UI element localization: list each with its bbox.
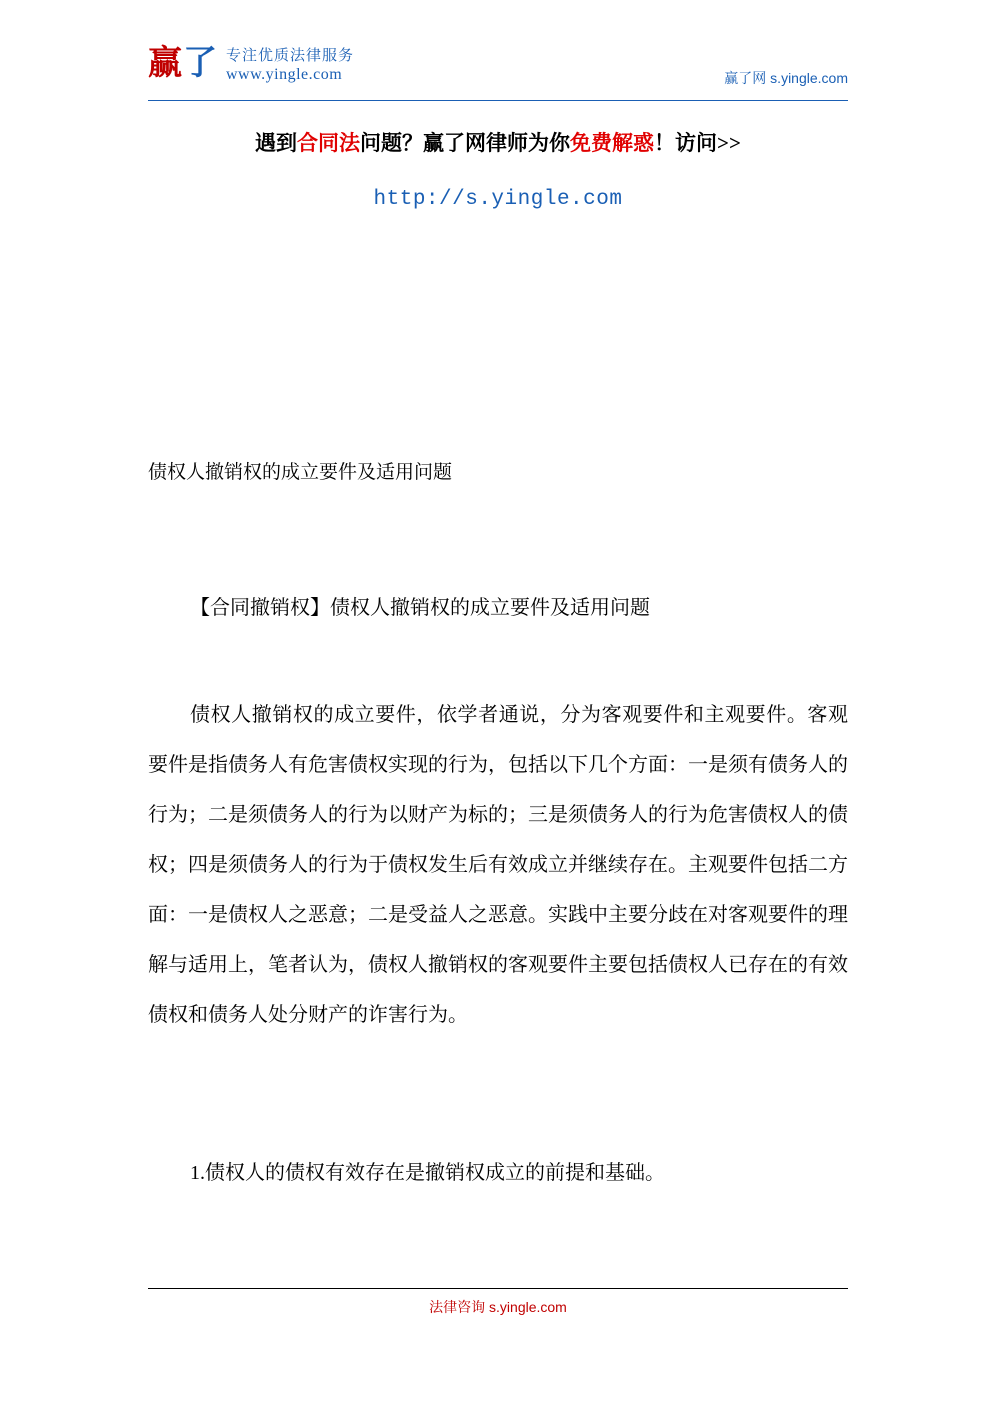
promo-link[interactable]: http://s.yingle.com xyxy=(373,188,623,211)
header-site-label: 赢了网 s.yingle.com xyxy=(724,70,848,86)
footer-divider xyxy=(148,1288,848,1289)
header-divider xyxy=(148,100,848,101)
logo-char-1: 赢 xyxy=(148,45,183,82)
logo-slogan: 专注优质法律服务 xyxy=(226,47,355,64)
logo-mark-icon xyxy=(148,44,218,84)
logo-text-block xyxy=(226,44,354,84)
promo-prefix: 遇到 xyxy=(255,131,298,155)
page-title: 债权人撤销权的成立要件及适用问题 xyxy=(148,462,453,483)
logo-char-2: 了 xyxy=(183,45,218,82)
promo-banner xyxy=(148,126,848,160)
site-logo xyxy=(148,44,354,84)
promo-suffix: ！访问>> xyxy=(654,131,741,155)
promo-highlight: 免费解惑 xyxy=(570,131,655,155)
promo-keyword: 合同法 xyxy=(297,131,361,155)
document-paragraph-main: 债权人撤销权的成立要件，依学者通说，分为客观要件和主观要件。客观要件是指债务人有危害债权实现的行为，包括以下几个方面：一是须有债务人的行为；二是须债务人的行为以财产为标的；三是须债务人的行为危害债权人的债权；四是须债务人的行为于债权发生后有效成立并继续存在。主观要件包括二方面：一是债权人之恶意；二是受益人之恶意。实践中主要分歧在对客观要件的理解与适用上，笔者认为，债权人撤销权的客观要件主要包括债权人已存在的有效债权和债务人处分财产的诈害行为。 xyxy=(148,704,848,1026)
document-paragraph-item-1: 1.债权人的债权有效存在是撤销权成立的前提和基础。 xyxy=(190,1162,665,1184)
promo-middle: 问题？赢了网律师为你 xyxy=(360,131,571,155)
document-subheading: 【合同撤销权】债权人撤销权的成立要件及适用问题 xyxy=(190,597,650,619)
logo-url: www.yingle.com xyxy=(226,66,343,83)
page-header xyxy=(148,44,848,100)
footer-label: 法律咨询 s.yingle.com xyxy=(429,1299,567,1315)
